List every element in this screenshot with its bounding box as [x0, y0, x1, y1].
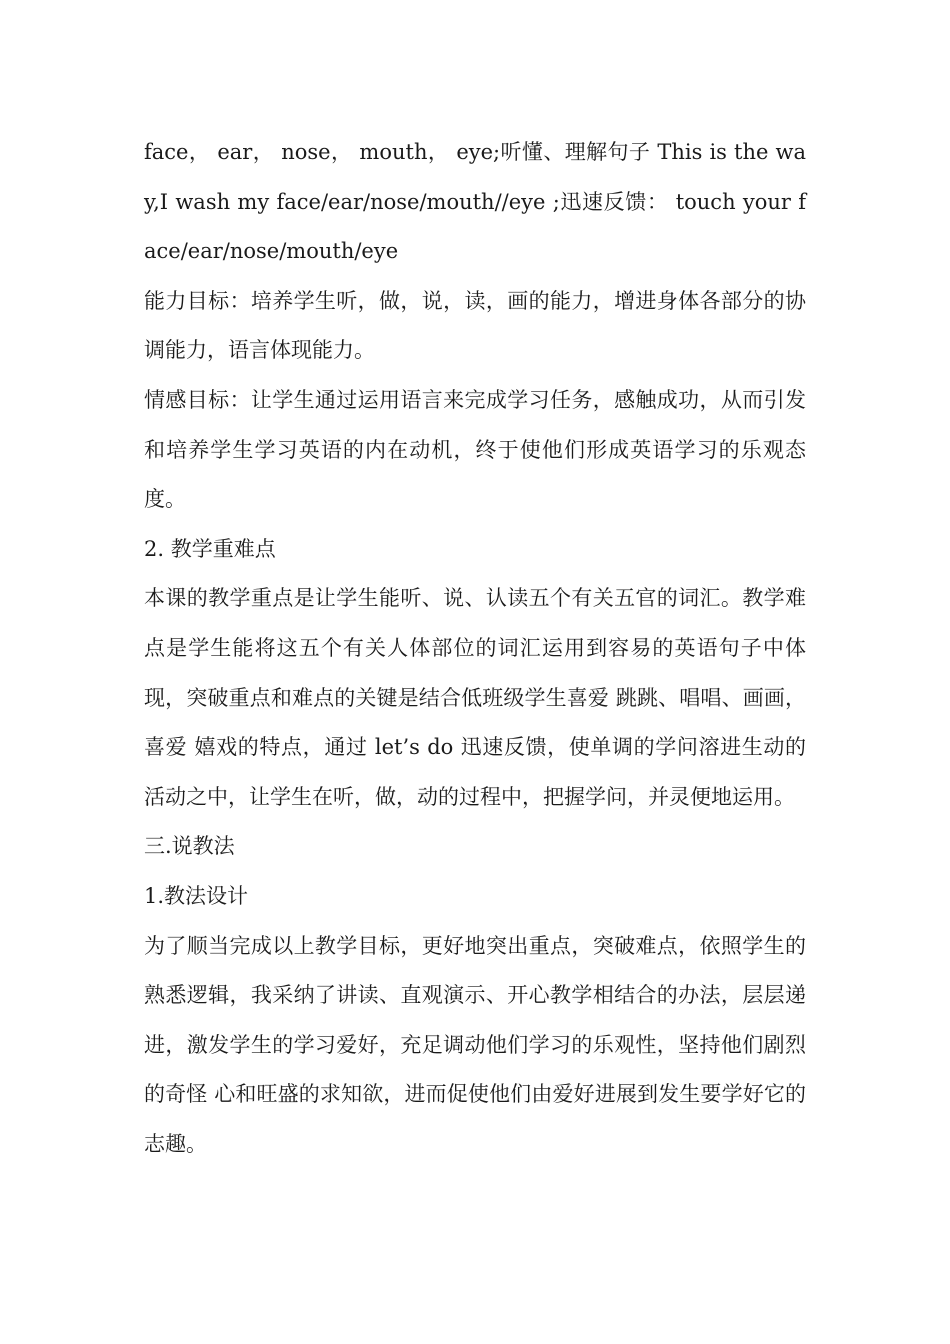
paragraph-key-points: 本课的教学重点是让学生能听、说、认读五个有关五官的词汇。教学难点是学生能将这五个有关人体部位的词汇运用到容易的英语句子中体现，突破重点和难点的关键是结合低班级学生喜爱 跳跳、唱唱、画画，喜爱 嬉戏的特点，通过 let’s do 迅速反馈，使单调的学问溶进生动的活动之中，让学生在听，做，动的过程中，把握学问，并灵便地运用。 — [144, 586, 806, 809]
heading-section-three: 三.说教法 — [144, 834, 235, 859]
paragraph-emotion-goal: 情感目标：让学生通过运用语言来完成学习任务，感触成功，从而引发和培养学生学习英语的内在动机，终于使他们形成英语学习的乐观态度。 — [144, 387, 806, 512]
heading-key-points: 2. 教学重难点 — [144, 536, 276, 561]
paragraph-vocabulary: face， ear， nose， mouth， eye;听懂、理解句子 This is the way,I wash my face/ear/nose/mouth//eye ;迅速反馈： touch your face/ear/nose/mouth/eye — [144, 140, 806, 264]
heading-method-design: 1.教法设计 — [144, 883, 249, 908]
paragraph-ability-goal: 能力目标：培养学生听，做，说，读，画的能力，增进身体各部分的协调能力，语言体现能力。 — [144, 288, 806, 363]
paragraph-method-design: 为了顺当完成以上教学目标，更好地突出重点，突破难点，依照学生的熟悉逻辑，我采纳了讲读、直观演示、开心教学相结合的办法，层层递进，激发学生的学习爱好，充足调动他们学习的乐观性，坚持他们剧烈的奇怪 心和旺盛的求知欲，进而促使他们由爱好进展到发生要学好它的志趣。 — [144, 933, 806, 1156]
document-body — [144, 128, 806, 1169]
